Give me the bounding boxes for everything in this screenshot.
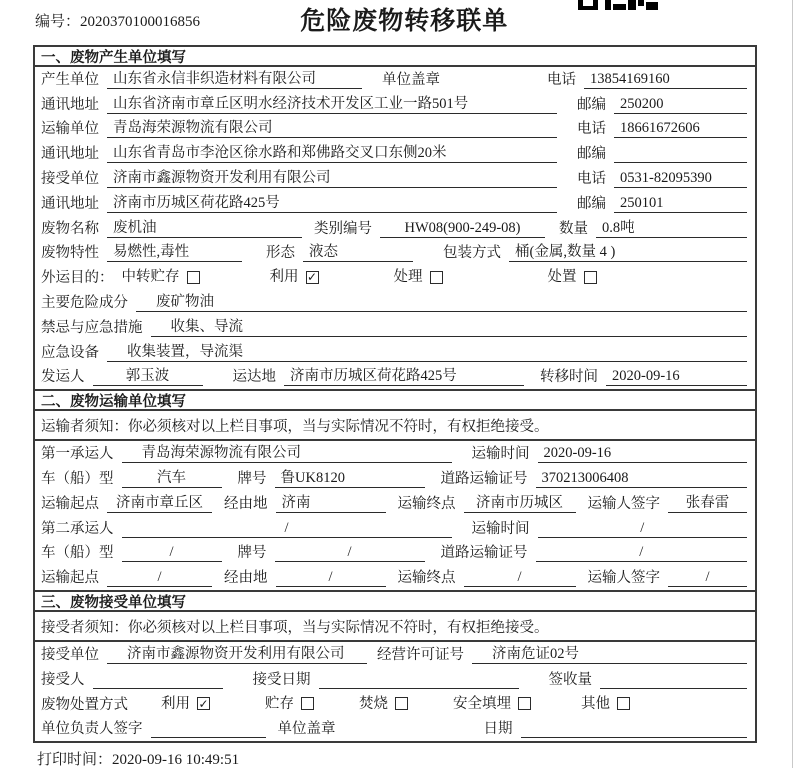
transport-phone-value: 18661672606 <box>614 119 747 138</box>
hazard-components-value: 废矿物油 <box>136 293 747 312</box>
row-transport-unit <box>35 117 755 142</box>
receive-zip-value: 250101 <box>614 194 747 213</box>
checkbox-checked-icon: ✓ <box>306 270 318 285</box>
option-label: 利用 <box>161 695 190 712</box>
destination-label: 运达地 <box>232 369 276 386</box>
phone-label: 电话 <box>577 121 606 138</box>
row-taboo-measures <box>35 315 755 340</box>
date-label: 日期 <box>483 721 513 738</box>
plate-label: 牌号 <box>237 470 267 487</box>
manifest-number-value: 2020370100016856 <box>80 14 201 30</box>
option-utilize <box>270 268 319 286</box>
plate-value: / <box>275 543 425 562</box>
row-second-carrier <box>35 516 755 541</box>
road-license-label: 道路运输证号 <box>440 545 528 562</box>
zip-label: 邮编 <box>577 195 606 212</box>
waste-name-label: 废物名称 <box>41 220 99 237</box>
via-value: / <box>276 568 386 587</box>
row-first-carrier <box>35 441 755 466</box>
road-license-value: 370213006408 <box>536 469 748 488</box>
road-license-label: 道路运输证号 <box>440 470 528 487</box>
option-label: 处理 <box>393 269 423 286</box>
acceptor-value <box>93 670 223 689</box>
disposal-method-label: 废物处置方式 <box>41 696 128 713</box>
row-producer-unit <box>35 67 755 92</box>
transport-unit-value: 青岛海荣源物流有限公司 <box>107 119 557 138</box>
waste-properties-value: 易燃性,毒性 <box>107 243 242 262</box>
address-label: 通讯地址 <box>41 146 99 163</box>
transport-unit-label: 运输单位 <box>41 121 99 138</box>
emergency-equipment-value: 收集装置，导流渠 <box>107 343 747 362</box>
destination-value: 济南市历城区荷花路425号 <box>284 367 524 386</box>
checkbox-icon <box>617 697 630 710</box>
first-carrier-value: 青岛海荣源物流有限公司 <box>122 444 452 463</box>
category-code-label: 类别编号 <box>314 220 372 237</box>
carrier-sign-value: 张春雷 <box>668 494 747 513</box>
responsible-sign-value <box>151 719 266 738</box>
transport-time-label: 运输时间 <box>471 446 530 463</box>
receive-unit-label: 接受单位 <box>41 170 99 187</box>
row-disposal-method <box>35 692 755 717</box>
via-value: 济南 <box>276 494 386 513</box>
producer-address-value: 山东省济南市章丘区明水经济技术开发区工业一路501号 <box>107 95 557 114</box>
checkbox-icon <box>301 697 314 710</box>
via-label: 经由地 <box>224 495 268 512</box>
route-start-label: 运输起点 <box>41 495 99 512</box>
route-end-label: 运输终点 <box>397 570 456 587</box>
manifest-number-label: 编号： <box>35 14 81 30</box>
form-label: 形态 <box>266 245 295 262</box>
received-qty-label: 签收量 <box>548 671 592 688</box>
manifest-number <box>35 10 200 31</box>
transport-time-label: 运输时间 <box>471 520 530 537</box>
received-qty-value <box>600 670 747 689</box>
row-emergency-equipment <box>35 340 755 365</box>
road-license-value: / <box>536 543 748 562</box>
operating-license-label: 经营许可证号 <box>377 646 464 663</box>
receive-phone-value: 0531-82095390 <box>614 169 747 188</box>
address-label: 通讯地址 <box>41 96 99 113</box>
print-time <box>37 748 239 769</box>
option-dispose <box>548 268 597 286</box>
option-label: 安全填埋 <box>453 695 511 712</box>
qr-code-icon <box>578 0 668 11</box>
section2-notice: 运输者须知：你必须核对以上栏目事项，当与实际情况不符时，有权拒绝接受。 <box>35 411 755 441</box>
row-acceptor <box>35 667 755 692</box>
row-receive-address <box>35 191 755 216</box>
second-carrier-value: / <box>122 519 452 538</box>
accept-date-value <box>319 670 519 689</box>
scan-edge-artifact <box>792 0 793 768</box>
vehicle-type-label: 车（船）型 <box>41 470 114 487</box>
transport-time-value: 2020-09-16 <box>538 444 748 463</box>
row-hazard-components <box>35 290 755 315</box>
route-end-value: 济南市历城区 <box>464 494 576 513</box>
producer-unit-value: 山东省永信非织造材料有限公司 <box>107 70 362 89</box>
row-receive-unit <box>35 166 755 191</box>
route-start-value: 济南市章丘区 <box>107 494 212 513</box>
quantity-label: 数量 <box>559 220 588 237</box>
option-label: 其他 <box>581 695 610 712</box>
receive-unit-value: 济南市鑫源物资开发利用有限公司 <box>107 169 557 188</box>
transport-zip-value <box>614 144 747 163</box>
carrier-sign-value: / <box>668 568 747 587</box>
transfer-time-label: 转移时间 <box>540 369 598 386</box>
first-carrier-label: 第一承运人 <box>41 446 114 463</box>
via-label: 经由地 <box>224 570 268 587</box>
route-end-label: 运输终点 <box>397 495 456 512</box>
option-transit-storage <box>122 268 200 286</box>
option-label: 中转贮存 <box>121 269 180 286</box>
accept-date-label: 接受日期 <box>252 671 311 688</box>
option-incinerate <box>359 695 408 713</box>
route-start-value: / <box>107 568 212 587</box>
responsible-sign-label: 单位负责人签字 <box>41 721 143 738</box>
option-other <box>581 695 630 713</box>
carrier-sign-label: 运输人签字 <box>587 495 660 512</box>
checkbox-icon <box>395 697 408 710</box>
row-route-2 <box>35 565 755 590</box>
category-code-value: HW08(900-249-08) <box>380 219 545 238</box>
row-accept-unit <box>35 642 755 667</box>
row-vehicle-2 <box>35 541 755 566</box>
checkbox-icon <box>430 271 443 284</box>
row-waste-name <box>35 216 755 241</box>
acceptor-label: 接受人 <box>41 671 85 688</box>
producer-zip-value: 250200 <box>614 95 747 114</box>
second-carrier-label: 第二承运人 <box>41 520 114 537</box>
print-time-label: 打印时间： <box>37 752 113 768</box>
date-value <box>521 719 748 738</box>
plate-value: 鲁UK8120 <box>275 469 425 488</box>
carrier-sign-label: 运输人签字 <box>587 570 660 587</box>
shipper-value: 郭玉波 <box>93 367 203 386</box>
checkbox-icon <box>187 271 200 284</box>
option-landfill <box>453 695 531 713</box>
section3-header: 三、废物接受单位填写 <box>35 590 755 612</box>
receive-address-value: 济南市历城区荷花路425号 <box>107 194 557 213</box>
packaging-value: 桶(金属,数量 4 ) <box>509 243 747 262</box>
checkbox-icon <box>584 271 597 284</box>
phone-label: 电话 <box>547 71 576 88</box>
unit-seal-label: 单位盖章 <box>277 721 336 738</box>
option-label: 利用 <box>269 269 299 286</box>
vehicle-type-value: 汽车 <box>122 469 222 488</box>
row-waste-properties <box>35 241 755 266</box>
option-label: 处置 <box>547 269 577 286</box>
option-treat <box>394 268 443 286</box>
section2-header: 二、废物运输单位填写 <box>35 389 755 411</box>
route-start-label: 运输起点 <box>41 570 99 587</box>
row-producer-address <box>35 92 755 117</box>
manifest-table <box>33 45 757 743</box>
zip-label: 邮编 <box>577 146 606 163</box>
quantity-value: 0.8吨 <box>596 219 747 238</box>
waste-properties-label: 废物特性 <box>41 245 99 262</box>
row-responsible-signature <box>35 717 755 742</box>
section3-notice: 接受者须知：你必须核对以上栏目事项，当与实际情况不符时，有权拒绝接受。 <box>35 612 755 642</box>
producer-unit-label: 产生单位 <box>41 71 99 88</box>
waste-name-value: 废机油 <box>107 219 302 238</box>
page-title: 危险废物转移联单 <box>300 8 509 35</box>
transport-time-value: / <box>538 519 748 538</box>
hazard-components-label: 主要危险成分 <box>41 294 128 311</box>
taboo-measures-value: 收集、导流 <box>151 318 748 337</box>
form-value: 液态 <box>303 243 413 262</box>
transport-address-value: 山东省青岛市李沧区徐水路和郑佛路交叉口东侧20米 <box>107 144 557 163</box>
row-route-1 <box>35 491 755 516</box>
option-label: 贮存 <box>265 695 294 712</box>
row-transfer-purpose <box>35 265 755 290</box>
section1-header: 一、废物产生单位填写 <box>35 47 755 67</box>
shipper-label: 发运人 <box>41 369 85 386</box>
unit-seal-label: 单位盖章 <box>382 71 440 88</box>
accept-unit-label: 接受单位 <box>41 646 99 663</box>
vehicle-type-value: / <box>122 543 222 562</box>
address-label: 通讯地址 <box>41 195 99 212</box>
emergency-equipment-label: 应急设备 <box>41 344 99 361</box>
option-utilize <box>161 695 210 713</box>
producer-phone-value: 13854169160 <box>584 70 747 89</box>
transfer-purpose-label: 外运目的： <box>41 270 114 287</box>
packaging-label: 包装方式 <box>443 245 501 262</box>
taboo-measures-label: 禁忌与应急措施 <box>41 319 143 336</box>
option-label: 焚烧 <box>359 695 388 712</box>
accept-unit-value: 济南市鑫源物资开发利用有限公司 <box>107 645 367 664</box>
print-time-value: 2020-09-16 10:49:51 <box>112 752 240 768</box>
option-storage <box>265 695 314 713</box>
row-transport-address <box>35 141 755 166</box>
plate-label: 牌号 <box>237 545 267 562</box>
route-end-value: / <box>464 568 576 587</box>
row-shipper <box>35 365 755 390</box>
transfer-time-value: 2020-09-16 <box>606 367 747 386</box>
row-vehicle-1 <box>35 466 755 491</box>
vehicle-type-label: 车（船）型 <box>41 545 114 562</box>
checkbox-checked-icon: ✓ <box>198 696 209 711</box>
operating-license-value: 济南危证02号 <box>472 645 747 664</box>
zip-label: 邮编 <box>577 96 606 113</box>
phone-label: 电话 <box>577 170 606 187</box>
checkbox-icon <box>518 697 531 710</box>
